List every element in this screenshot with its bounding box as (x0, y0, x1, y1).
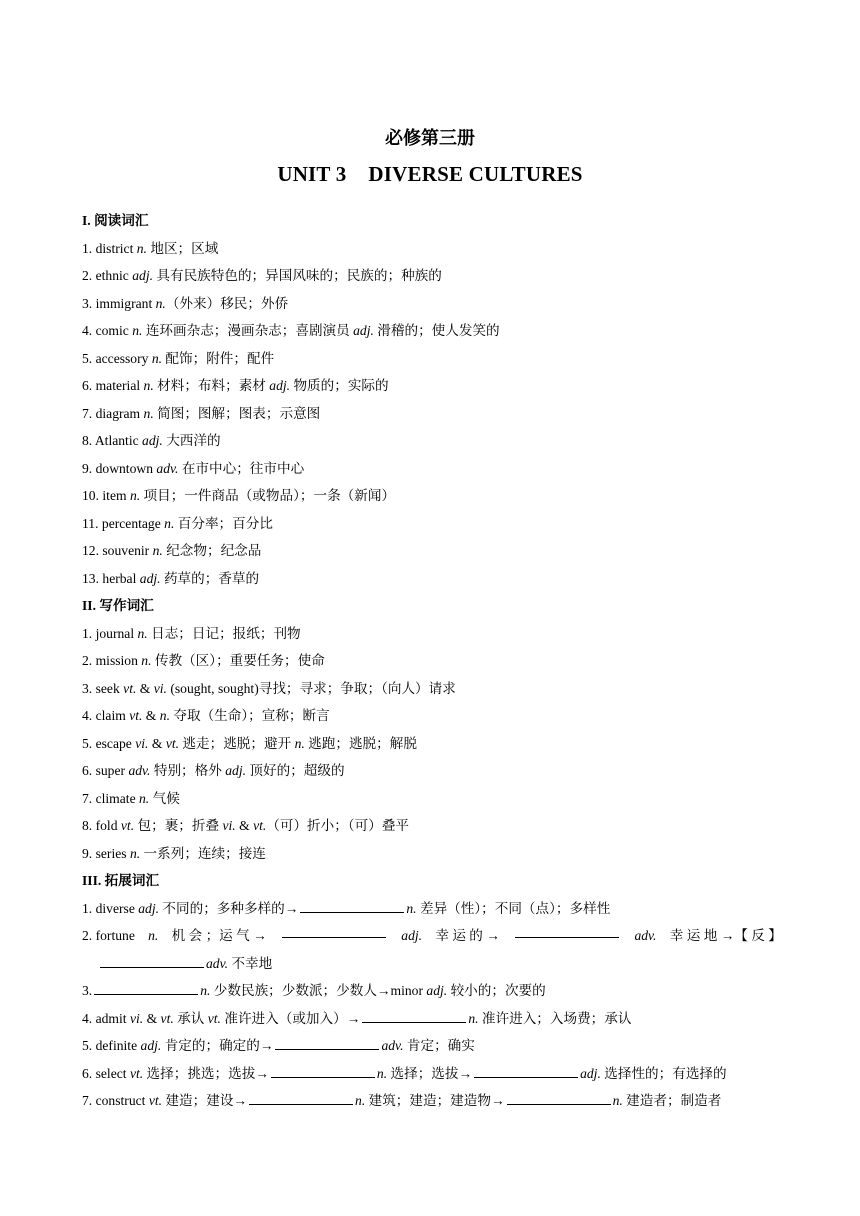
vocab-word: accessory (95, 350, 152, 366)
extension-item-2-continued: adv. 不幸地 (82, 953, 782, 981)
answer-blank[interactable] (507, 1092, 611, 1105)
vocab-word: item (102, 488, 130, 503)
vocab-item (82, 650, 782, 678)
writing-vocab-list (82, 623, 782, 871)
book-title: 必修第三册 (385, 128, 475, 148)
extension-item-1: 1. diverse adj. 不同的；多种多样的→ n. 差异（性）；不同（点）；多样性 (82, 900, 611, 916)
answer-blank[interactable] (100, 955, 204, 968)
vocab-word: Atlantic (94, 433, 143, 448)
item-number: 9. (82, 460, 96, 476)
item-number: 1. (82, 625, 96, 641)
part-of-speech: n. (143, 405, 154, 421)
part-of-speech: n. (129, 845, 141, 861)
item-number: 8. (82, 818, 96, 833)
item-number: 1. (82, 240, 96, 256)
extension-item-2: 2. fortune n. 机 会 ；运 气 → adj. 幸 运 的 → adv. 幸 运 地 →【 反 】 (82, 925, 782, 953)
part-of-speech: vt. (165, 735, 180, 751)
vocab-word: super (95, 763, 129, 778)
vocab-item (82, 265, 782, 293)
vocabulary-content (82, 210, 782, 1118)
part-of-speech: n. (155, 295, 166, 311)
part-of-speech: adj. (142, 433, 163, 448)
part-of-speech: vt. (129, 708, 143, 723)
part-of-speech: n. (159, 708, 170, 723)
vocab-word: herbal (102, 570, 140, 586)
item-number: 13. (82, 570, 103, 586)
definition: 纪念物；纪念品 (162, 543, 262, 558)
extension-item-3: 3. n. 少数民族；少数派；少数人→minor adj. 较小的；次要的 (82, 983, 546, 998)
section-heading-writing: II. 写作词汇 (82, 598, 154, 613)
part-of-speech: n. (139, 790, 150, 806)
definition: 滑稽的；使人发笑的 (373, 323, 500, 338)
item-number: 6. (82, 378, 96, 393)
item-number: 12. (82, 543, 103, 558)
extension-item-4: 4. admit vi. & vt. 承认 vt. 准许进入（或加入）→ n. 准许进入；入场费；承认 (82, 1010, 632, 1026)
reading-vocab-list (82, 238, 782, 596)
unit-number: UNIT 3 (277, 162, 347, 186)
definition: (sought, sought)寻找；寻求；争取；（向人）请求 (166, 680, 456, 696)
definition: 夺取（生命）；宣称；断言 (169, 708, 330, 723)
vocab-word: material (95, 378, 144, 393)
part-of-speech: adj. (353, 323, 374, 338)
definition: 一系列；连续；接连 (140, 845, 266, 861)
item-number: 7. (82, 405, 96, 421)
part-of-speech: vt. (123, 680, 137, 696)
part-of-speech: adj. (139, 570, 161, 586)
part-of-speech: vi. (222, 818, 236, 833)
vocab-item (82, 843, 782, 871)
vocab-word: downtown (95, 460, 157, 476)
part-of-speech: vi. (153, 680, 167, 696)
item-number: 6. (82, 763, 96, 778)
part-of-speech: n. (294, 735, 305, 751)
vocab-item (82, 238, 782, 266)
part-of-speech: n. (151, 350, 163, 366)
answer-blank[interactable] (515, 925, 619, 938)
vocab-item (82, 540, 782, 568)
vocab-word: mission (95, 653, 142, 668)
vocab-word: climate (95, 790, 139, 806)
answer-blank[interactable] (275, 1037, 379, 1050)
vocab-word: souvenir (102, 543, 153, 558)
definition: 简图；图解；图表；示意图 (153, 405, 321, 421)
definition: & (148, 735, 166, 751)
item-number: 8. (82, 433, 95, 448)
part-of-speech: vi. (135, 735, 149, 751)
unit-title (0, 162, 860, 187)
unit-name: DIVERSE CULTURES (368, 162, 583, 186)
vocab-item (82, 485, 782, 513)
definition: 气候 (149, 790, 180, 806)
definition: （外来）移民；外侨 (165, 295, 289, 311)
section-heading-reading: I. 阅读词汇 (82, 213, 149, 228)
definition: 日志；日记；报纸；刊物 (147, 625, 301, 641)
definition: & (142, 708, 160, 723)
vocab-item (82, 705, 782, 733)
vocab-item (82, 430, 782, 458)
answer-blank[interactable] (474, 1065, 578, 1078)
extension-item-5: 5. definite adj. 肯定的；确定的→ adv. 肯定；确实 (82, 1038, 475, 1053)
vocab-item (82, 815, 782, 843)
vocab-word: escape (95, 735, 136, 751)
vocab-word: percentage (101, 515, 165, 531)
definition: 地区；区域 (146, 240, 219, 256)
part-of-speech: vt. (120, 818, 135, 833)
part-of-speech: adj. (269, 378, 291, 393)
vocab-word: diagram (95, 405, 144, 421)
vocab-word: district (95, 240, 137, 256)
item-number: 3. (82, 295, 96, 311)
vocab-item (82, 458, 782, 486)
item-number: 5. (82, 735, 96, 751)
vocab-word: immigrant (95, 295, 156, 311)
item-number: 2. (82, 268, 96, 283)
part-of-speech: n. (132, 323, 143, 338)
answer-blank[interactable] (300, 900, 404, 913)
definition: 物质的；实际的 (290, 378, 389, 393)
item-number: 4. (82, 708, 96, 723)
extension-item-6: 6. select vt. 选择；挑选；选拔→ n. 选择；选拔→ adj. 选择性的；有选择的 (82, 1065, 727, 1081)
definition: 传教（区）；重要任务；使命 (151, 653, 325, 668)
item-number: 3. (82, 680, 96, 696)
vocab-item (82, 293, 782, 321)
answer-blank[interactable] (271, 1065, 375, 1078)
part-of-speech: n. (137, 625, 148, 641)
vocab-item (82, 678, 782, 706)
item-number: 7. (82, 790, 96, 806)
item-number: 11. (82, 515, 102, 531)
part-of-speech: adj. (132, 268, 153, 283)
vocab-word: seek (95, 680, 124, 696)
item-number: 2. (82, 653, 96, 668)
vocab-item (82, 348, 782, 376)
part-of-speech: n. (152, 543, 163, 558)
part-of-speech: vt. (253, 818, 267, 833)
part-of-speech: adv. (156, 460, 179, 476)
vocab-item (82, 513, 782, 541)
extension-item-7: 7. construct vt. 建造；建设→ n. 建筑；建造；建造物→ n. 建造者；制造者 (82, 1093, 722, 1108)
definition: 药草的；香草的 (160, 570, 260, 586)
definition: & (235, 818, 254, 833)
item-number: 4. (82, 323, 96, 338)
part-of-speech: n. (164, 515, 175, 531)
vocab-word: journal (95, 625, 138, 641)
part-of-speech: n. (143, 378, 154, 393)
answer-blank[interactable] (282, 925, 386, 938)
part-of-speech: n. (136, 240, 147, 256)
vocab-item (82, 375, 782, 403)
item-number: 9. (82, 845, 96, 861)
vocab-word: series (95, 845, 130, 861)
definition: 大西洋的 (162, 433, 221, 448)
definition: 具有民族特色的；异国风味的；民族的；种族的 (153, 268, 442, 283)
item-number: 10. (82, 488, 103, 503)
definition: & (136, 680, 154, 696)
definition: 连环画杂志；漫画杂志；喜剧演员 (142, 323, 354, 338)
definition: 顶好的；超级的 (246, 763, 345, 778)
definition: 百分率；百分比 (174, 515, 273, 531)
answer-blank[interactable] (362, 1010, 466, 1023)
vocab-item (82, 623, 782, 651)
item-number: 5. (82, 350, 96, 366)
definition: 逃走；逃脱；避开 (179, 735, 295, 751)
part-of-speech: n. (129, 488, 141, 503)
answer-blank[interactable] (249, 1092, 353, 1105)
definition: 在市中心；往市中心 (178, 460, 305, 476)
vocab-item (82, 568, 782, 596)
definition: 项目；一件商品（或物品）；一条（新闻） (140, 488, 396, 503)
vocab-word: fold (95, 818, 121, 833)
part-of-speech: adv. (128, 763, 151, 778)
vocab-item (82, 320, 782, 348)
part-of-speech: n. (141, 653, 152, 668)
vocab-word: claim (95, 708, 130, 723)
answer-blank[interactable] (94, 982, 198, 995)
section-heading-extension: III. 拓展词汇 (82, 873, 160, 888)
vocab-word: ethnic (95, 268, 133, 283)
vocab-item (82, 403, 782, 431)
vocab-word: comic (95, 323, 133, 338)
definition: 特别；格外 (150, 763, 226, 778)
definition: 逃跑；逃脱；解脱 (304, 735, 417, 751)
definition: 材料；布料；素材 (153, 378, 270, 393)
definition: （可）折小；（可）叠平 (266, 818, 410, 833)
vocab-item (82, 733, 782, 761)
part-of-speech: adj. (225, 763, 247, 778)
definition: 包；裹；折叠 (134, 818, 223, 833)
vocab-item (82, 788, 782, 816)
definition: 配饰；附件；配件 (162, 350, 275, 366)
vocab-item (82, 760, 782, 788)
